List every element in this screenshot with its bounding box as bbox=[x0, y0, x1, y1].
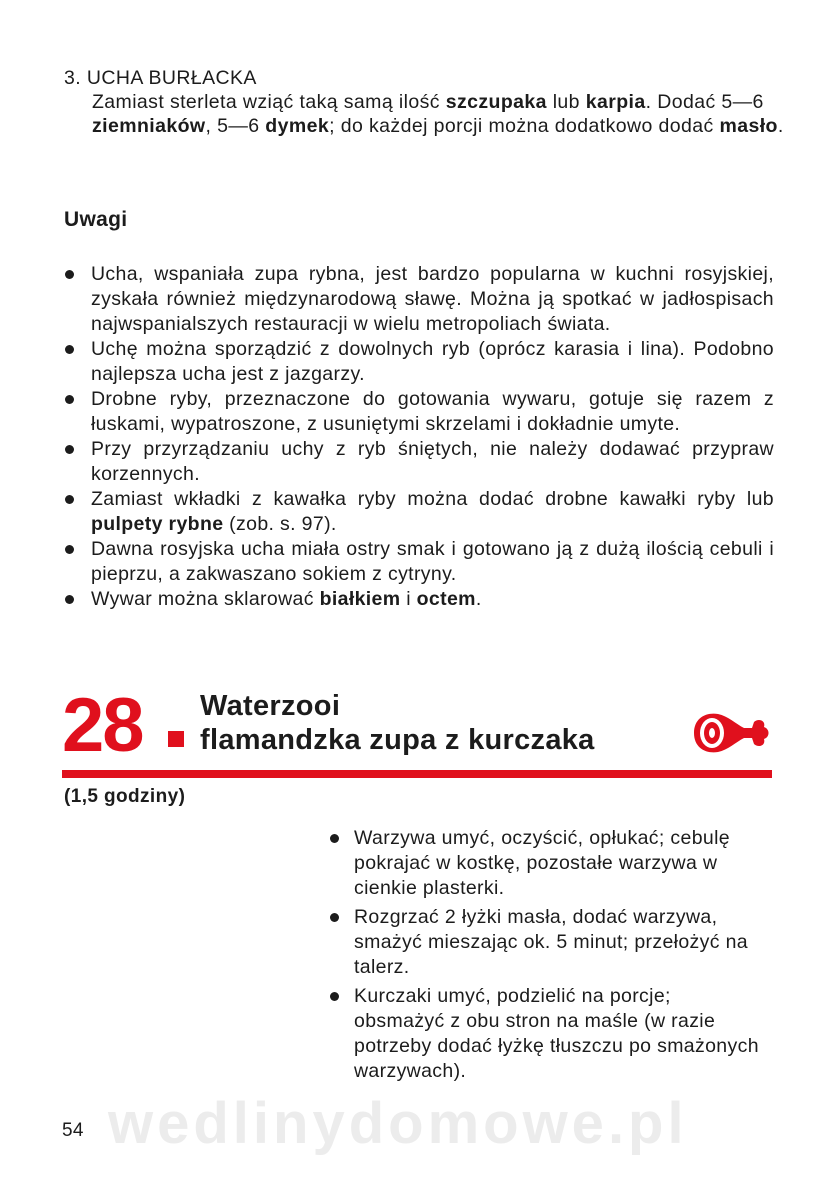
list-item bbox=[327, 984, 767, 1084]
steps-list bbox=[327, 826, 767, 1088]
bold-term: dymek bbox=[265, 115, 330, 137]
list-item bbox=[327, 905, 767, 980]
ham-icon bbox=[690, 710, 772, 756]
bullet-icon bbox=[65, 345, 74, 354]
recipe-heading bbox=[62, 683, 772, 778]
notes-list bbox=[62, 262, 774, 612]
text-run: Zamiast wkładki z kawałka ryby można dodać drobne kawałki ryby lub bbox=[91, 488, 774, 510]
text-run: Uchę można sporządzić z dowolnych ryb (oprócz karasia i lina). Podobno najlepsza ucha jest z jazgarzy. bbox=[91, 338, 774, 385]
bold-term: białkiem bbox=[319, 588, 401, 610]
list-item bbox=[62, 587, 774, 612]
text-run: Wywar można sklarować bbox=[91, 588, 320, 610]
variant-title: 3. UCHA BURŁACKA bbox=[64, 67, 257, 89]
list-item bbox=[62, 487, 774, 537]
text-run: ; do każdej porcji można dodatkowo dodać bbox=[329, 115, 720, 137]
bullet-icon bbox=[330, 992, 339, 1001]
bold-term: szczupaka bbox=[445, 91, 547, 113]
text-run: Drobne ryby, przeznaczone do gotowania wywaru, gotuje się razem z łuskami, wypatroszone, z usuniętymi skrzelami i dokładnie umyte. bbox=[91, 388, 774, 435]
cooking-time: (1,5 godziny) bbox=[64, 786, 186, 807]
text-run: Dawna rosyjska ucha miała ostry smak i gotowano ją z dużą ilością cebuli i pieprzu, a zakwaszano sokiem z cytryny. bbox=[91, 538, 774, 585]
list-item bbox=[62, 537, 774, 587]
bullet-icon bbox=[65, 595, 74, 604]
bold-term: masło bbox=[719, 115, 778, 137]
text-run: lub bbox=[546, 91, 586, 113]
text-run: Zamiast sterleta wziąć taką samą ilość bbox=[92, 91, 446, 113]
text-run: . bbox=[475, 588, 482, 610]
recipe-number-dot bbox=[168, 731, 184, 747]
text-run: (zob. s. 97). bbox=[223, 513, 337, 535]
variant-body bbox=[64, 90, 784, 138]
text-run: Przy przyrządzaniu uchy z ryb śniętych, nie należy dodawać przypraw korzennych. bbox=[91, 438, 774, 485]
recipe-variant bbox=[64, 66, 784, 138]
text-run: Rozgrzać 2 łyżki masła, dodać warzywa, smażyć mieszając ok. 5 minut; przełożyć na talerz. bbox=[354, 906, 748, 978]
heading-rule bbox=[62, 770, 772, 778]
bold-term: ziemniaków bbox=[92, 115, 206, 137]
list-item bbox=[327, 826, 767, 901]
text-run: Ucha, wspaniała zupa rybna, jest bardzo popularna w kuchni rosyjskiej, zyskała również międzynarodową sławę. Można ją spotkać w jadłospisach najwspanialszych restauracji w wielu metropoliach świata. bbox=[91, 263, 774, 335]
bold-term: pulpety rybne bbox=[91, 513, 224, 535]
list-item bbox=[62, 387, 774, 437]
text-run: . Dodać 5—6 bbox=[645, 91, 764, 113]
recipe-number: 28 bbox=[62, 683, 143, 768]
watermark: wedlinydomowe.pl bbox=[108, 1091, 688, 1156]
bullet-icon bbox=[65, 270, 74, 279]
notes-heading: Uwagi bbox=[64, 208, 128, 231]
bullet-icon bbox=[65, 395, 74, 404]
bold-term: karpia bbox=[585, 91, 646, 113]
recipe-title-line1: Waterzooi bbox=[200, 690, 341, 722]
text-run: Kurczaki umyć, podzielić na porcje; obsmażyć z obu stron na maśle (w razie potrzeby dodać łyżkę tłuszczu po smażonych warzywach). bbox=[354, 985, 759, 1082]
bullet-icon bbox=[330, 913, 339, 922]
list-item bbox=[62, 337, 774, 387]
text-run: i bbox=[400, 588, 417, 610]
recipe-title-line2: flamandzka zupa z kurczaka bbox=[200, 724, 595, 756]
list-item bbox=[62, 262, 774, 337]
page-number: 54 bbox=[62, 1120, 84, 1141]
list-item bbox=[62, 437, 774, 487]
bullet-icon bbox=[65, 495, 74, 504]
bullet-icon bbox=[330, 834, 339, 843]
bullet-icon bbox=[65, 545, 74, 554]
bold-term: octem bbox=[416, 588, 476, 610]
text-run: , 5—6 bbox=[205, 115, 266, 137]
bullet-icon bbox=[65, 445, 74, 454]
text-run: . bbox=[777, 115, 784, 137]
text-run: Warzywa umyć, oczyścić, opłukać; cebulę pokrajać w kostkę, pozostałe warzywa w cienkie plasterki. bbox=[354, 827, 730, 899]
